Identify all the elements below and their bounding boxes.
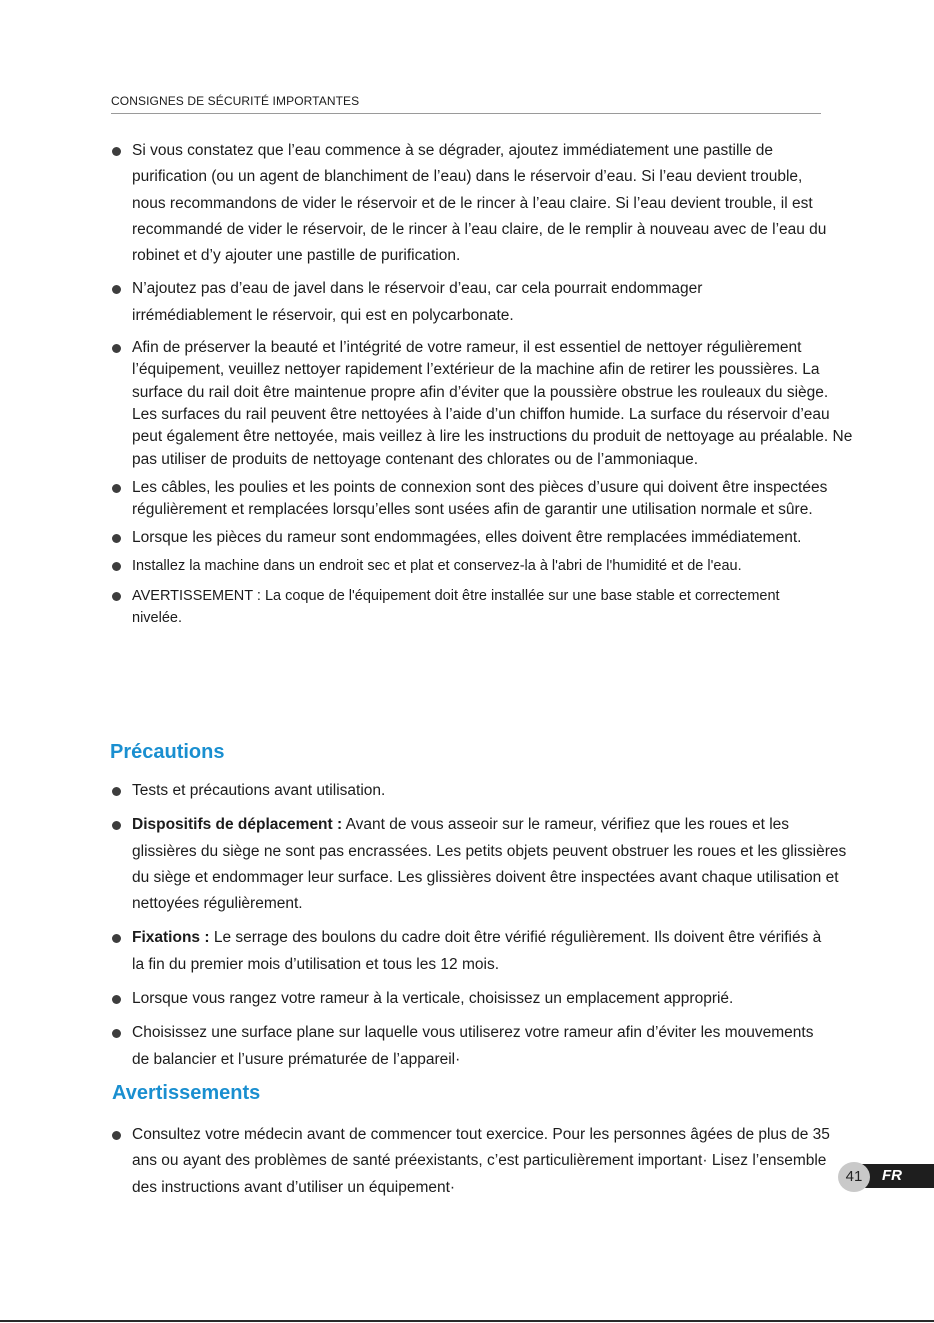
- safety-list: [111, 138, 851, 629]
- page-number: 41: [838, 1162, 870, 1192]
- precautions-list: [111, 778, 851, 1073]
- list-item: [111, 812, 852, 917]
- warnings-heading: Avertissements: [112, 1082, 261, 1104]
- list-item: [111, 778, 852, 804]
- list-item: Consultez votre médecin avant de commencer tout exercice. Pour les personnes âgées de plus de 35 ans ou ayant des problèmes de santé préexistants, c’est particulièrement important· Lisez l’ensemble des instructions avant d’utiliser un équipement·: [111, 1122, 844, 1201]
- item-text: Lorsque vous rangez votre rameur à la verticale, choisissez un emplacement approprié.: [132, 990, 734, 1008]
- language-tag: FR: [854, 1164, 934, 1188]
- page-header: CONSIGNES DE SÉCURITÉ IMPORTANTES: [111, 94, 821, 114]
- list-item: [111, 1020, 832, 1073]
- item-text: Choisissez une surface plane sur laquelle vous utiliserez votre rameur afin d’éviter les mouvements de balancier et l’usure prématurée de l’appareil·: [132, 1024, 814, 1068]
- footer-divider: [0, 1320, 934, 1322]
- item-bold-label: Fixations :: [132, 929, 210, 947]
- item-text: Le serrage des boulons du cadre doit être vérifié régulièrement. Ils doivent être vérifiés à la fin du premier mois d’utilisation et tous les 12 mois.: [132, 929, 822, 973]
- list-item: Lorsque les pièces du rameur sont endommagées, elles doivent être remplacées immédiatement.: [111, 525, 812, 551]
- list-item: Les câbles, les poulies et les points de connexion sont des pièces d’usure qui doivent être inspectées régulièrement et remplacées lorsqu’elles sont usées afin de garantir une utilisation normale et sûre.: [111, 477, 837, 522]
- item-text: Avant de vous asseoir sur le rameur, vérifiez que les roues et les glissières du siège ne sont pas encrassées. Les petits objets peuvent obstruer les roues et les glissières du siège et endommager leur surface. Les glissières doivent être inspectées avant chaque utilisation et nettoyées régulièrement.: [132, 816, 847, 913]
- page-indicator: [838, 1162, 934, 1192]
- item-bold-label: Dispositifs de déplacement :: [132, 816, 343, 834]
- list-item: [111, 925, 832, 978]
- list-item: N’ajoutez pas d’eau de javel dans le réservoir d’eau, car cela pourrait endommager irrémédiablement le réservoir, qui est en polycarbonate.: [111, 276, 812, 329]
- list-item: [111, 986, 862, 1012]
- list-item: Installez la machine dans un endroit sec et plat et conservez-la à l'abri de l'humidité et de l'eau.: [111, 555, 872, 577]
- precautions-heading: Précautions: [110, 741, 225, 763]
- list-item: Afin de préserver la beauté et l’intégrité de votre rameur, il est essentiel de nettoyer régulièrement l’équipement, veuillez nettoyer rapidement l’extérieur de la machine afin de retirer les poussières. La surface du rail doit être maintenue propre afin d’éviter que la poussière obstrue les rouleaux du siège. Les surfaces du rail peuvent être nettoyées à l’aide d’un chiffon humide. La surface du réservoir d’eau peut également être nettoyée, mais veillez à lire les instructions du produit de nettoyage au préalable. Ne pas utiliser de produits de nettoyage contenant des chlorates ou de l’ammoniaque.: [111, 337, 857, 471]
- item-text: Tests et précautions avant utilisation.: [132, 782, 386, 799]
- warnings-list: [111, 1122, 851, 1201]
- list-item: Si vous constatez que l’eau commence à se dégrader, ajoutez immédiatement une pastille de purification (ou un agent de blanchiment de l’eau) dans le réservoir d’eau. Si l’eau devient trouble, nous recommandons de vider le réservoir et de le rincer à l’eau claire. Si l’eau devient trouble, il est recommandé de vider le réservoir, de le rincer à l’eau claire, de le remplir à nouveau avec de l’eau du robinet et d’y ajouter une pastille de purification.: [111, 138, 837, 269]
- list-item: AVERTISSEMENT : La coque de l'équipement doit être installée sur une base stable et correctement nivelée.: [111, 585, 792, 629]
